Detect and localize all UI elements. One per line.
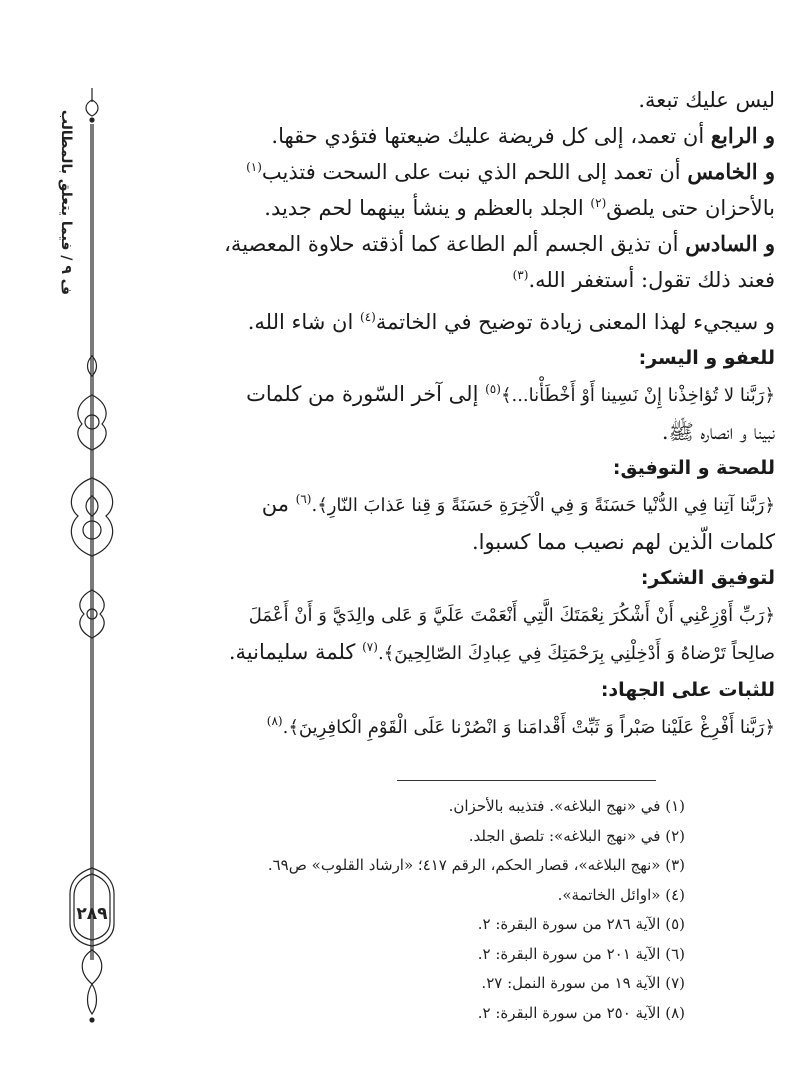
page-number: ٢٨٩ (76, 904, 108, 924)
quran-verse: ﴿رَبَّنا أَفْرِغْ عَلَيْنا صَبْراً وَ ثَبِّتْ أَقْدامَنا وَ انْصُرْنا عَلَى الْقَوْمِ الْكافِرِينَ﴾. (282, 717, 775, 738)
paragraph-text: أن تعمد، إلى كل فريضة عليك ضيعتها فتؤدي حقها. (271, 124, 705, 148)
footnote-ref[interactable]: (٥) (485, 382, 501, 396)
footnote-ref[interactable]: (٢) (590, 196, 607, 210)
item-label: و السادس (685, 231, 775, 256)
paragraph-text: كلمة سليمانية. (228, 640, 356, 664)
footnote-divider (397, 780, 656, 781)
paragraph-text: و سيجيء لهذا المعنى زيادة توضيح في الخاتمة (375, 310, 775, 334)
footnotes (150, 792, 685, 1028)
paragraph (127, 414, 775, 450)
paragraph-text: فعند ذلك تقول: أستغفر الله. (528, 268, 775, 292)
paragraph-text: ليس عليك تبعة. (638, 88, 775, 112)
paragraph (127, 708, 775, 746)
paragraph (127, 190, 775, 226)
paragraph-text: نبينا و انصاره ﷺ. (661, 420, 775, 444)
quran-verse: ﴿رَبِّ أَوْزِعْنِي أَنْ أَشْكُرَ نِعْمَتَكَ الَّتِي أَنْعَمْتَ عَلَيَّ وَ عَلى والِدَيَّ وَ أَنْ أَعْمَلَ (248, 605, 775, 626)
section-heading: للعفو و اليسر: (638, 347, 775, 369)
item-label: و الخامس (687, 159, 775, 184)
running-head: ف ٩ / فيما يتعلق بالمطالب (58, 109, 74, 295)
footnote: (٢) في «نهج البلاغه»: تلصق الجلد. (468, 826, 685, 845)
footnote: (٦) الآية ٢٠١ من سورة البقرة: ٢. (477, 944, 685, 963)
footnote: (٣) «نهج البلاغه»، قصار الحكم، الرقم ٤١٧؛ «ارشاد القلوب» ص٦٩. (267, 856, 685, 874)
paragraph-text: بالأحزان حتى يلصق (606, 196, 775, 220)
footnote-ref[interactable]: (٧) (362, 640, 378, 654)
paragraph (127, 118, 775, 154)
section-heading: لتوفيق الشكر: (640, 567, 775, 589)
section-heading: للصحة و التوفيق: (612, 457, 775, 479)
quran-verse: ﴿رَبَّنا آتِنا فِي الدُّنْيا حَسَنَةً وَ فِي الْآخِرَةِ حَسَنَةً وَ قِنا عَذابَ النّارِ﴾. (311, 495, 775, 516)
paragraph-text: الجلد بالعظم و ينشأ بينهما لحم جديد. (264, 196, 584, 220)
footnote: (٥) الآية ٢٨٦ من سورة البقرة: ٢. (477, 915, 685, 933)
paragraph-text: إلى آخر السّورة من كلمات (246, 382, 479, 406)
footnote: (٨) الآية ٢٥٠ من سورة البقرة: ٢. (477, 1003, 685, 1022)
paragraph (127, 634, 775, 672)
footnote: (٧) الآية ١٩ من سورة النمل: ٢٧. (481, 974, 685, 992)
footnote-ref[interactable]: (٤) (360, 310, 376, 324)
quran-verse: صالِحاً تَرْضاهُ وَ أَدْخِلْنِي بِرَحْمَتِكَ فِي عِبادِكَ الصّالِحِينَ﴾. (377, 643, 775, 664)
paragraph-text: كلمات الّذين لهم نصيب مما كسبوا. (471, 530, 775, 554)
paragraph (127, 262, 775, 298)
paragraph-text: ان شاء الله. (247, 310, 354, 334)
item-label: و الرابع (710, 123, 775, 148)
paragraph (127, 596, 775, 634)
paragraph-text: من (261, 492, 289, 516)
footnote-ref[interactable]: (١) (246, 160, 262, 174)
main-text (127, 82, 775, 746)
paragraph-text: أن تعمد إلى اللحم الذي نبت على السحت فتذيب (261, 160, 681, 184)
paragraph (127, 376, 775, 414)
paragraph-text: أن تذيق الجسم ألم الطاعة كما أذقته حلاوة المعصية، (224, 232, 679, 256)
paragraph (127, 304, 775, 340)
paragraph (127, 154, 775, 190)
footnote-ref[interactable]: (٣) (512, 268, 529, 282)
paragraph (127, 82, 775, 118)
footnote-ref[interactable]: (٨) (266, 714, 283, 728)
paragraph (127, 226, 775, 262)
paragraph (127, 524, 775, 560)
footnote: (١) في «نهج البلاغه». فتذيبه بالأحزان. (448, 797, 685, 815)
section-heading: للثبات على الجهاد: (600, 679, 775, 701)
footnote-ref[interactable]: (٦) (295, 492, 312, 506)
quran-verse: ﴿رَبَّنا لا تُؤاخِذْنا إِنْ نَسِينا أَوْ أَخْطَأْنا...﴾ (500, 385, 775, 406)
paragraph (127, 486, 775, 524)
footnote: (٤) «اوائل الخاتمة». (557, 885, 685, 904)
